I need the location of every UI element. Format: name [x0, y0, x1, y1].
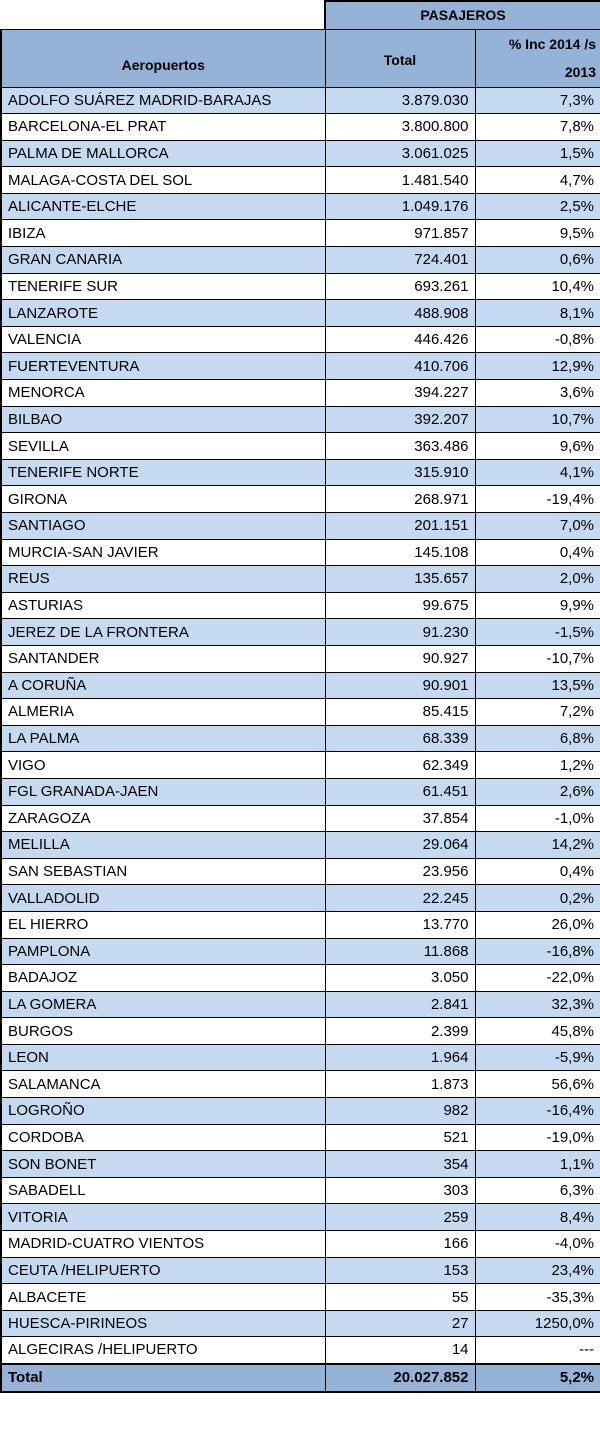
passenger-total-cell: 3.050 [325, 965, 475, 992]
table-row [1, 353, 600, 380]
pct-change-cell: -35,3% [475, 1284, 600, 1311]
passenger-total-cell: 29.064 [325, 832, 475, 859]
pct-change-cell: -19,4% [475, 486, 600, 513]
airport-name-cell: BURGOS [1, 1018, 325, 1045]
pct-change-cell: 1,2% [475, 752, 600, 779]
pct-change-cell: 6,8% [475, 725, 600, 752]
pct-change-cell: 0,4% [475, 539, 600, 566]
airport-name-cell: ALGECIRAS /HELIPUERTO [1, 1337, 325, 1364]
passenger-total-cell: 1.873 [325, 1071, 475, 1098]
passenger-total-cell: 971.857 [325, 220, 475, 247]
table-row [1, 220, 600, 247]
pct-change-cell: 23,4% [475, 1257, 600, 1284]
table-row [1, 725, 600, 752]
airport-name-cell: HUESCA-PIRINEOS [1, 1310, 325, 1337]
pct-change-cell: 0,2% [475, 885, 600, 912]
table-row [1, 326, 600, 353]
airport-name-cell: ADOLFO SUÁREZ MADRID-BARAJAS [1, 87, 325, 114]
table-row [1, 300, 600, 327]
airport-name-cell: VIGO [1, 752, 325, 779]
table-row [1, 1231, 600, 1258]
pct-change-cell: 7,3% [475, 87, 600, 114]
table-row [1, 1151, 600, 1178]
airport-name-cell: LA PALMA [1, 725, 325, 752]
table-row [1, 778, 600, 805]
table-row [1, 1204, 600, 1231]
passenger-total-cell: 446.426 [325, 326, 475, 353]
pct-change-cell: 2,5% [475, 193, 600, 220]
passenger-total-cell: 724.401 [325, 247, 475, 274]
airport-name-cell: ALICANTE-ELCHE [1, 193, 325, 220]
pct-change-cell: 45,8% [475, 1018, 600, 1045]
passenger-total-cell: 3.879.030 [325, 87, 475, 114]
table-row [1, 938, 600, 965]
airport-name-cell: VITORIA [1, 1204, 325, 1231]
airport-name-cell: MALAGA-COSTA DEL SOL [1, 167, 325, 194]
table-row [1, 805, 600, 832]
airport-name-cell: A CORUÑA [1, 672, 325, 699]
passenger-total-cell: 521 [325, 1124, 475, 1151]
pct-change-cell: 7,0% [475, 513, 600, 540]
passenger-total-cell: 55 [325, 1284, 475, 1311]
table-row [1, 1124, 600, 1151]
passenger-total-cell: 3.061.025 [325, 140, 475, 167]
pct-change-cell: -5,9% [475, 1044, 600, 1071]
table-row [1, 1337, 600, 1364]
passenger-total-cell: 410.706 [325, 353, 475, 380]
airport-name-cell: ALBACETE [1, 1284, 325, 1311]
pct-change-cell: 1,5% [475, 140, 600, 167]
airport-name-cell: LANZAROTE [1, 300, 325, 327]
table-row [1, 87, 600, 114]
table-row [1, 1071, 600, 1098]
airport-name-cell: GRAN CANARIA [1, 247, 325, 274]
airport-name-cell: VALENCIA [1, 326, 325, 353]
header-row-columns [1, 29, 600, 87]
airport-name-cell: ASTURIAS [1, 592, 325, 619]
table-row [1, 114, 600, 141]
passenger-total-cell: 153 [325, 1257, 475, 1284]
passenger-total-cell: 2.399 [325, 1018, 475, 1045]
airport-name-cell: SEVILLA [1, 433, 325, 460]
passenger-total-cell: 14 [325, 1337, 475, 1364]
table-row [1, 885, 600, 912]
table-row [1, 672, 600, 699]
airport-name-cell: MELILLA [1, 832, 325, 859]
table-row [1, 406, 600, 433]
pct-change-cell: -0,8% [475, 326, 600, 353]
table-row [1, 273, 600, 300]
table-row [1, 1257, 600, 1284]
pct-change-cell: -16,8% [475, 938, 600, 965]
pct-change-cell: -22,0% [475, 965, 600, 992]
passenger-total-cell: 354 [325, 1151, 475, 1178]
airport-name-cell: VALLADOLID [1, 885, 325, 912]
airport-name-cell: BILBAO [1, 406, 325, 433]
table-row [1, 433, 600, 460]
pct-change-cell: 2,6% [475, 778, 600, 805]
passenger-total-cell: 23.956 [325, 858, 475, 885]
table-row [1, 539, 600, 566]
table-row [1, 140, 600, 167]
total-passengers: 20.027.852 [325, 1364, 475, 1392]
pct-change-cell: 3,6% [475, 380, 600, 407]
airport-name-cell: ZARAGOZA [1, 805, 325, 832]
pct-change-cell: 10,4% [475, 273, 600, 300]
table-row [1, 1284, 600, 1311]
passenger-total-cell: 27 [325, 1310, 475, 1337]
airport-name-cell: FGL GRANADA-JAEN [1, 778, 325, 805]
pct-change-cell: 13,5% [475, 672, 600, 699]
airport-name-cell: REUS [1, 566, 325, 593]
table-row [1, 247, 600, 274]
table-row [1, 1018, 600, 1045]
pct-change-cell: 12,9% [475, 353, 600, 380]
pct-change-cell: 4,1% [475, 459, 600, 486]
passenger-total-cell: 99.675 [325, 592, 475, 619]
pct-change-cell: 9,5% [475, 220, 600, 247]
airport-name-cell: MADRID-CUATRO VIENTOS [1, 1231, 325, 1258]
passenger-total-cell: 22.245 [325, 885, 475, 912]
table-row [1, 513, 600, 540]
pct-change-cell: -16,4% [475, 1098, 600, 1125]
airport-name-cell: CORDOBA [1, 1124, 325, 1151]
passenger-total-cell: 68.339 [325, 725, 475, 752]
passenger-total-cell: 90.927 [325, 645, 475, 672]
passenger-total-cell: 166 [325, 1231, 475, 1258]
table-row [1, 566, 600, 593]
pct-change-cell: 9,9% [475, 592, 600, 619]
airport-name-cell: TENERIFE SUR [1, 273, 325, 300]
pct-change-cell: 14,2% [475, 832, 600, 859]
passenger-total-cell: 3.800.800 [325, 114, 475, 141]
pct-change-cell: -10,7% [475, 645, 600, 672]
passenger-total-cell: 1.481.540 [325, 167, 475, 194]
table-row [1, 991, 600, 1018]
passenger-total-cell: 982 [325, 1098, 475, 1125]
passenger-total-cell: 90.901 [325, 672, 475, 699]
pct-change-cell: 7,2% [475, 699, 600, 726]
passenger-total-cell: 201.151 [325, 513, 475, 540]
pct-change-cell: 8,1% [475, 300, 600, 327]
airport-name-cell: PALMA DE MALLORCA [1, 140, 325, 167]
airport-name-cell: SANTANDER [1, 645, 325, 672]
airport-name-cell: MENORCA [1, 380, 325, 407]
table-row [1, 167, 600, 194]
passenger-total-cell: 145.108 [325, 539, 475, 566]
table-row [1, 1098, 600, 1125]
passenger-total-cell: 61.451 [325, 778, 475, 805]
airport-name-cell: SON BONET [1, 1151, 325, 1178]
airport-name-cell: SAN SEBASTIAN [1, 858, 325, 885]
table-row [1, 752, 600, 779]
table-row [1, 619, 600, 646]
airport-name-cell: SABADELL [1, 1177, 325, 1204]
airport-name-cell: MURCIA-SAN JAVIER [1, 539, 325, 566]
airport-name-cell: PAMPLONA [1, 938, 325, 965]
column-header-total: Total [325, 29, 475, 87]
table-row [1, 592, 600, 619]
table-row [1, 911, 600, 938]
airport-name-cell: EL HIERRO [1, 911, 325, 938]
column-header-airport: Aeropuertos [1, 29, 325, 87]
airport-name-cell: LOGROÑO [1, 1098, 325, 1125]
table-row [1, 699, 600, 726]
pct-change-cell: 7,8% [475, 114, 600, 141]
table-row [1, 1044, 600, 1071]
passenger-total-cell: 37.854 [325, 805, 475, 832]
header-blank-cell [1, 1, 325, 29]
column-header-pct-change: % Inc 2014 /s 2013 [475, 29, 600, 87]
passenger-total-cell: 1.964 [325, 1044, 475, 1071]
pct-change-cell: 4,7% [475, 167, 600, 194]
table-row [1, 858, 600, 885]
table-row [1, 486, 600, 513]
pct-change-cell: 32,3% [475, 991, 600, 1018]
pct-change-cell: 2,0% [475, 566, 600, 593]
pct-change-cell: -4,0% [475, 1231, 600, 1258]
pct-change-cell: 56,6% [475, 1071, 600, 1098]
passenger-total-cell: 11.868 [325, 938, 475, 965]
pct-change-cell: --- [475, 1337, 600, 1364]
airport-name-cell: FUERTEVENTURA [1, 353, 325, 380]
airport-name-cell: ALMERIA [1, 699, 325, 726]
airport-name-cell: BADAJOZ [1, 965, 325, 992]
airport-name-cell: GIRONA [1, 486, 325, 513]
table-row [1, 832, 600, 859]
passenger-total-cell: 488.908 [325, 300, 475, 327]
table-row [1, 1310, 600, 1337]
pct-change-cell: 8,4% [475, 1204, 600, 1231]
pct-change-cell: 0,6% [475, 247, 600, 274]
passenger-total-cell: 62.349 [325, 752, 475, 779]
passenger-total-cell: 693.261 [325, 273, 475, 300]
passenger-total-cell: 392.207 [325, 406, 475, 433]
passenger-total-cell: 135.657 [325, 566, 475, 593]
passenger-total-cell: 85.415 [325, 699, 475, 726]
airport-name-cell: LEON [1, 1044, 325, 1071]
table-row [1, 1177, 600, 1204]
passenger-total-cell: 1.049.176 [325, 193, 475, 220]
airport-name-cell: TENERIFE NORTE [1, 459, 325, 486]
airport-name-cell: CEUTA /HELIPUERTO [1, 1257, 325, 1284]
airport-name-cell: IBIZA [1, 220, 325, 247]
table-row [1, 965, 600, 992]
pct-change-cell: 1250,0% [475, 1310, 600, 1337]
passenger-total-cell: 363.486 [325, 433, 475, 460]
passenger-total-cell: 13.770 [325, 911, 475, 938]
table-row [1, 380, 600, 407]
pct-change-cell: -1,5% [475, 619, 600, 646]
passenger-total-cell: 268.971 [325, 486, 475, 513]
total-pct-change: 5,2% [475, 1364, 600, 1392]
pct-change-cell: 1,1% [475, 1151, 600, 1178]
airport-name-cell: JEREZ DE LA FRONTERA [1, 619, 325, 646]
header-row-group [1, 1, 600, 29]
total-label: Total [1, 1364, 325, 1392]
total-row [1, 1364, 600, 1392]
pct-change-cell: 6,3% [475, 1177, 600, 1204]
table-row [1, 193, 600, 220]
airport-name-cell: SANTIAGO [1, 513, 325, 540]
passenger-total-cell: 259 [325, 1204, 475, 1231]
pct-change-cell: -1,0% [475, 805, 600, 832]
passenger-total-cell: 315.910 [325, 459, 475, 486]
passenger-total-cell: 91.230 [325, 619, 475, 646]
airport-name-cell: BARCELONA-EL PRAT [1, 114, 325, 141]
group-header-pasajeros: PASAJEROS [325, 1, 600, 29]
pct-change-cell: 0,4% [475, 858, 600, 885]
table-row [1, 459, 600, 486]
table-body [1, 87, 600, 1364]
passenger-total-cell: 394.227 [325, 380, 475, 407]
table-row [1, 645, 600, 672]
passenger-total-cell: 303 [325, 1177, 475, 1204]
airport-name-cell: LA GOMERA [1, 991, 325, 1018]
airport-name-cell: SALAMANCA [1, 1071, 325, 1098]
pct-change-cell: 26,0% [475, 911, 600, 938]
pct-change-cell: 9,6% [475, 433, 600, 460]
pct-change-cell: -19,0% [475, 1124, 600, 1151]
pct-change-cell: 10,7% [475, 406, 600, 433]
passenger-total-cell: 2.841 [325, 991, 475, 1018]
